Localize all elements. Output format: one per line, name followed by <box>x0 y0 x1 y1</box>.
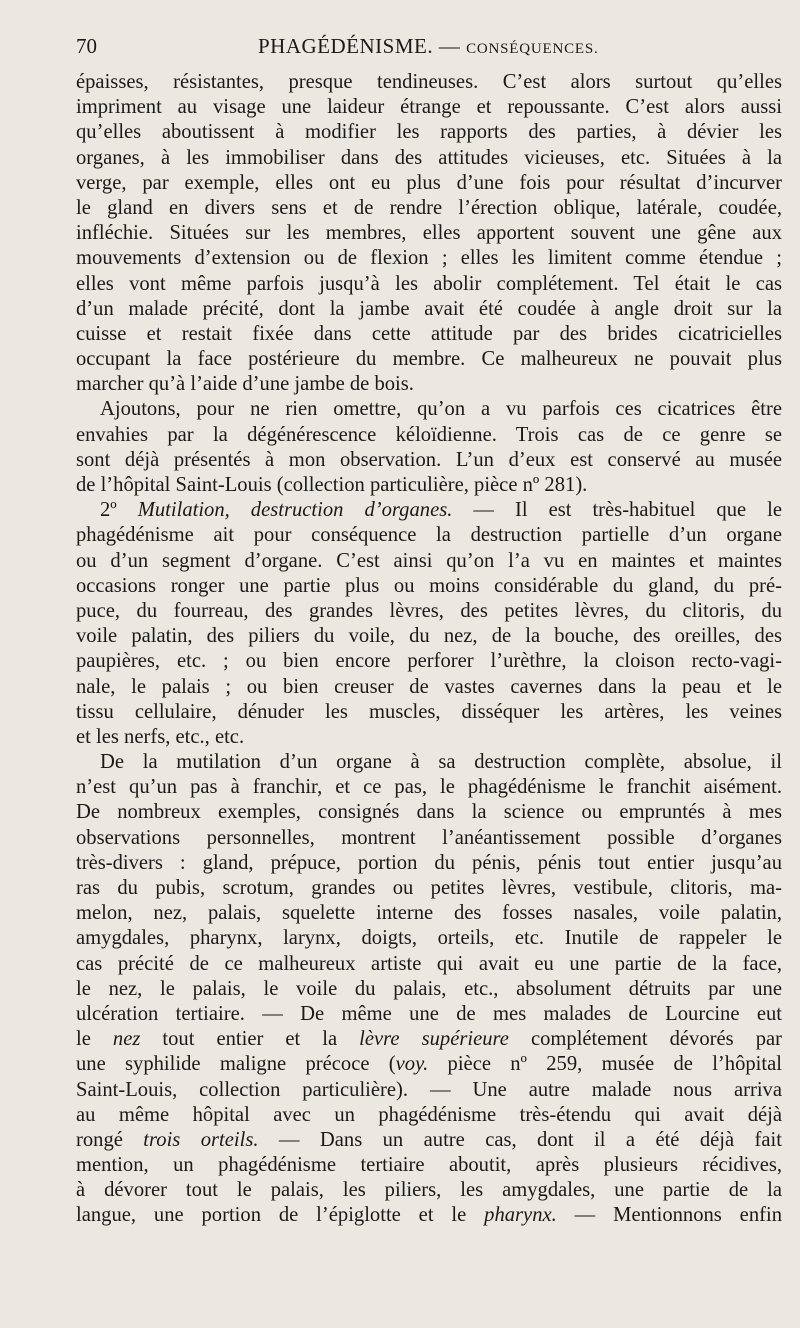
text-line <box>76 423 782 448</box>
text-run: tissu cellulaire, dénuder les muscles, disséquer les artères, les veines <box>76 700 782 723</box>
text-run: d’un malade précité, dont la jambe avait été coudée à angle droit sur la <box>76 297 782 320</box>
text-line <box>76 272 782 297</box>
text-run: épaisses, résistantes, presque tendineuses. C’est alors surtout qu’elles <box>76 71 782 93</box>
text-run: occasions ronger une partie plus ou moins considérable du gland, du pré- <box>76 574 782 597</box>
text-run: le gland en divers sens et de rendre l’érection oblique, latérale, coudée, <box>76 196 782 219</box>
running-title <box>258 34 599 59</box>
text-run: ulcération tertiaire. — De même une de mes malades de Lourcine eut <box>76 1002 782 1025</box>
text-run: à dévorer tout le palais, les piliers, les amygdales, une partie de la <box>76 1179 782 1202</box>
text-run: infléchie. Situées sur les membres, elles apportent souvent une gêne aux <box>76 222 782 245</box>
text-run: nale, le palais ; ou bien creuser de vastes cavernes dans la peau et le <box>76 675 782 698</box>
text-run: observations personnelles, montrent l’anéantissement possible d’organes <box>76 826 782 849</box>
text-line <box>76 901 782 926</box>
text-run: voile palatin, des piliers du voile, du nez, de la bouche, des oreilles, des <box>76 625 782 648</box>
text-line <box>76 1027 782 1052</box>
italic-text: voy. <box>395 1053 429 1076</box>
text-run: organes, à les immobiliser dans des attitudes vicieuses, etc. Situées à la <box>76 146 782 169</box>
italic-text: lèvre supérieure <box>359 1028 509 1051</box>
text-line <box>76 1103 782 1128</box>
text-line <box>76 826 782 851</box>
text-run: puce, du fourreau, des grandes lèvres, des petites lèvres, du clitoris, du <box>76 599 782 622</box>
text-line <box>76 574 782 599</box>
text-line <box>76 347 782 372</box>
text-line <box>76 1078 782 1103</box>
text-line <box>76 549 782 574</box>
text-run: amygdales, pharynx, larynx, doigts, orteils, etc. Inutile de rappeler le <box>76 927 782 950</box>
text-line <box>76 926 782 951</box>
text-run: de l’hôpital Saint-Louis (collection particulière, pièce nº 281). <box>76 474 588 496</box>
text-line <box>76 95 782 120</box>
text-run: elles vont même parfois jusqu’à les abolir complétement. Tel était le cas <box>76 272 782 295</box>
text-line <box>76 372 782 397</box>
text-line <box>76 800 782 825</box>
text-line <box>76 1153 782 1178</box>
italic-text: trois orteils. <box>143 1128 259 1151</box>
text-line <box>76 775 782 800</box>
text-run: cuisse et restait fixée dans cette attitude par des brides cicatricielles <box>76 322 782 345</box>
text-run: au même hôpital avec un phagédénisme très-étendu qui avait déjà <box>76 1103 782 1126</box>
text-run: qu’elles aboutissent à modifier les rapports des parties, à dévier les <box>76 121 782 144</box>
text-run: mention, un phagédénisme tertiaire aboutit, après plusieurs récidives, <box>76 1154 782 1177</box>
text-line <box>76 498 782 523</box>
text-line <box>76 599 782 624</box>
page-header <box>76 34 780 62</box>
text-run: langue, une portion de l’épiglotte et le <box>76 1204 485 1227</box>
text-run: rongé <box>76 1128 144 1151</box>
text-line <box>76 977 782 1002</box>
text-run: ras du pubis, scrotum, grandes ou petites lèvres, vestibule, clitoris, ma- <box>76 877 782 899</box>
text-line <box>76 297 782 322</box>
text-line <box>76 246 782 271</box>
text-run: De nombreux exemples, consignés dans la science ou empruntés à mes <box>76 801 782 824</box>
text-line <box>76 952 782 977</box>
text-run: cas précité de ce malheureux artiste qui avait eu une partie de la face, <box>76 952 782 975</box>
text-line <box>76 876 782 901</box>
page-number: 70 <box>76 34 97 58</box>
text-line <box>76 1178 782 1203</box>
text-run: sont déjà présentés à mon observation. L’un d’eux est conservé au musée <box>76 448 782 471</box>
text-run: n’est qu’un pas à franchir, et ce pas, le phagédénisme le franchit aisément. <box>76 776 782 799</box>
running-title-section: CONSÉQUENCES. <box>466 41 599 57</box>
text-run: complétement dévorés par <box>508 1028 782 1051</box>
text-line <box>76 322 782 347</box>
text-run: pièce nº 259, musée de l’hôpital <box>428 1053 782 1076</box>
text-line <box>76 120 782 145</box>
text-run: marcher qu’à l’aide d’une jambe de bois. <box>76 373 414 396</box>
text-run: Saint-Louis, collection particulière). — Une autre malade nous arriva <box>76 1078 782 1101</box>
text-run: le nez, le palais, le voile du palais, etc., absolument détruits par une <box>76 977 782 1000</box>
text-run: verge, par exemple, elles ont eu plus d’une fois pour résultat d’incurver <box>76 171 782 194</box>
text-line <box>76 397 782 422</box>
text-run: et les nerfs, etc., etc. <box>76 725 245 748</box>
text-run: mouvements d’extension ou de flexion ; elles les limitent comme étendue ; <box>76 247 782 270</box>
text-run: — Mentionnons enfin <box>556 1204 783 1227</box>
text-line <box>76 1002 782 1027</box>
text-line <box>76 725 782 750</box>
text-line <box>76 1128 782 1153</box>
text-run: phagédénisme ait pour conséquence la destruction partielle d’un organe <box>76 524 782 547</box>
text-line <box>76 473 782 498</box>
text-line <box>76 523 782 548</box>
text-run: melon, nez, palais, squelette interne des fosses nasales, voile palatin, <box>76 902 782 925</box>
text-line <box>76 851 782 876</box>
text-run: très-divers : gland, prépuce, portion du pénis, pénis tout entier jusqu’au <box>76 851 782 874</box>
text-line <box>76 221 782 246</box>
text-line <box>76 146 782 171</box>
italic-text: Mutilation, destruction d’organes. <box>137 499 453 522</box>
text-run: impriment au visage une laideur étrange et repoussante. C’est alors aussi <box>76 96 782 119</box>
text-line <box>76 624 782 649</box>
text-run: — Il est très-habituel que le <box>452 499 782 522</box>
running-title-main: PHAGÉDÉNISME. <box>258 34 434 58</box>
text-run: envahies par la dégénérescence kéloïdienne. Trois cas de ce genre se <box>76 423 782 446</box>
text-line <box>76 750 782 775</box>
text-run: paupières, etc. ; ou bien encore perforer l’urèthre, la cloison recto-vagi- <box>76 650 782 673</box>
text-line <box>76 70 782 95</box>
text-line <box>76 700 782 725</box>
text-line <box>76 1052 782 1077</box>
running-title-dash: — <box>433 34 467 58</box>
text-run: occupant la face postérieure du membre. Ce malheureux ne pouvait plus <box>76 348 782 371</box>
text-run: une syphilide maligne précoce ( <box>76 1053 396 1076</box>
text-run: ou d’un segment d’organe. C’est ainsi qu’on l’a vu en maintes et maintes <box>76 549 782 572</box>
text-run: le <box>76 1028 113 1051</box>
text-line <box>76 448 782 473</box>
text-run: tout entier et la <box>140 1028 360 1051</box>
page-body-text <box>76 70 782 1229</box>
text-line <box>76 675 782 700</box>
text-line <box>76 649 782 674</box>
text-line <box>76 1203 782 1228</box>
text-run: 2º <box>100 499 138 522</box>
text-run: — Dans un autre cas, dont il a été déjà fait <box>258 1128 783 1151</box>
text-run: Ajoutons, pour ne rien omettre, qu’on a vu parfois ces cicatrices être <box>100 398 782 421</box>
text-run: De la mutilation d’un organe à sa destruction complète, absolue, il <box>100 751 782 774</box>
text-line <box>76 171 782 196</box>
italic-text: pharynx. <box>484 1204 557 1227</box>
italic-text: nez <box>112 1028 141 1051</box>
text-line <box>76 196 782 221</box>
